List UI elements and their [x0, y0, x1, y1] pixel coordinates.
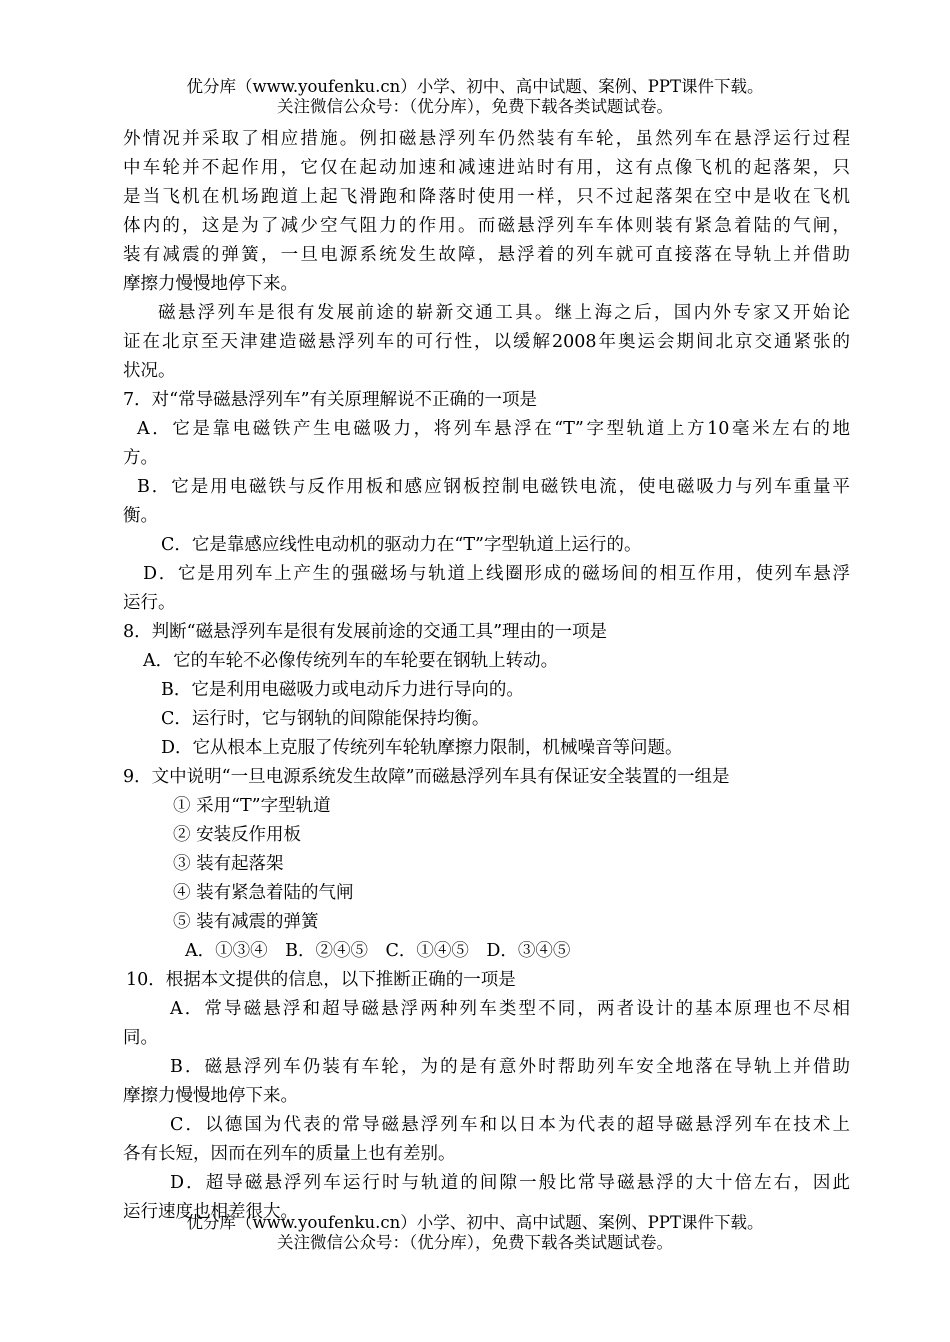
question-10-option-c: C．以德国为代表的常导磁悬浮列车和以日本为代表的超导磁悬浮列车在技术上	[170, 1115, 850, 1135]
question-7-option-d-cont: 运行。	[123, 593, 176, 613]
question-7-option-b: B．它是用电磁铁与反作用板和感应钢板控制电磁铁电流，使电磁吸力与列车重量平	[137, 477, 850, 497]
question-9-options: A．①③④ B．②④⑤ C．①④⑤ D．③④⑤	[185, 941, 571, 961]
passage-line: 摩擦力慢慢地停下来。	[123, 274, 298, 294]
header-line-2: 关注微信公众号：（优分库），免费下载各类试题试卷。	[277, 97, 673, 116]
question-10-option-b: B．磁悬浮列车仍装有车轮，为的是有意外时帮助列车安全地落在导轨上并借助	[170, 1057, 850, 1077]
question-10-option-a: A．常导磁悬浮和超导磁悬浮两种列车类型不同，两者设计的基本原理也不尽相	[170, 999, 850, 1019]
footer-line-1: 优分库（www.youfenku.cn）小学、初中、高中试题、案例、PPT课件下载。	[186, 1213, 764, 1232]
question-10-option-c-cont: 各有长短，因而在列车的质量上也有差别。	[123, 1144, 456, 1164]
passage-line: 装有减震的弹簧，一旦电源系统发生故障，悬浮着的列车就可直接落在导轨上并借助	[123, 245, 850, 265]
question-8-stem: 8．判断“磁悬浮列车是很有发展前途的交通工具”理由的一项是	[123, 622, 608, 642]
passage-line: 磁悬浮列车是很有发展前途的崭新交通工具。继上海之后，国内外专家又开始论	[158, 303, 850, 323]
question-8-option-c: C．运行时，它与钢轨的间隙能保持均衡。	[161, 709, 490, 729]
question-8-option-d: D．它从根本上克服了传统列车轮轨摩擦力限制，机械噪音等问题。	[161, 738, 683, 758]
question-10-option-d: D．超导磁悬浮列车运行时与轨道的间隙一般比常导磁悬浮的大十倍左右，因此	[170, 1173, 850, 1193]
question-9-item: ⑤ 装有减震的弹簧	[173, 912, 319, 932]
question-7-option-a-cont: 方。	[123, 448, 158, 468]
question-10-option-d-cont: 运行速度也相差很大。	[123, 1202, 298, 1222]
question-9-item: ① 采用“T”字型轨道	[173, 796, 331, 816]
passage-line: 证在北京至天津建造磁悬浮列车的可行性，以缓解2008年奥运会期间北京交通紧张的	[123, 332, 850, 352]
question-10-option-b-cont: 摩擦力慢慢地停下来。	[123, 1086, 298, 1106]
question-10-option-a-cont: 同。	[123, 1028, 158, 1048]
passage-line: 中车轮并不起作用，它仅在起动加速和减速进站时有用，这有点像飞机的起落架，只	[123, 158, 850, 178]
question-9-item: ② 安装反作用板	[173, 825, 302, 845]
question-8-option-a: A．它的车轮不必像传统列车的车轮要在钢轨上转动。	[143, 651, 559, 671]
question-7-option-d: D．它是用列车上产生的强磁场与轨道上线圈形成的磁场间的相互作用，使列车悬浮	[143, 564, 850, 584]
question-9-item: ④ 装有紧急着陆的气闸	[173, 883, 354, 903]
passage-line: 是当飞机在机场跑道上起飞滑跑和降落时使用一样，只不过起落架在空中是收在飞机	[123, 187, 850, 207]
question-9-stem: 9．文中说明“一旦电源系统发生故障”而磁悬浮列车具有保证安全装置的一组是	[123, 767, 730, 787]
question-7-option-a: A．它是靠电磁铁产生电磁吸力，将列车悬浮在“T”字型轨道上方10毫米左右的地	[137, 419, 850, 439]
question-10-stem: 10．根据本文提供的信息，以下推断正确的一项是	[126, 970, 516, 990]
question-7-option-c: C．它是靠感应线性电动机的驱动力在“T”字型轨道上运行的。	[161, 535, 642, 555]
passage-line: 状况。	[123, 361, 176, 381]
header-line-1: 优分库（www.youfenku.cn）小学、初中、高中试题、案例、PPT课件下载。	[186, 77, 764, 96]
passage-line: 体内的，这是为了减少空气阻力的作用。而磁悬浮列车车体则装有紧急着陆的气闸，	[123, 216, 850, 236]
question-7-stem: 7．对“常导磁悬浮列车”有关原理解说不正确的一项是	[123, 390, 538, 410]
question-7-option-b-cont: 衡。	[123, 506, 158, 526]
question-9-item: ③ 装有起落架	[173, 854, 284, 874]
question-8-option-b: B．它是利用电磁吸力或电动斥力进行导向的。	[161, 680, 524, 700]
passage-line: 外情况并采取了相应措施。例扣磁悬浮列车仍然装有车轮，虽然列车在悬浮运行过程	[123, 129, 850, 149]
footer-line-2: 关注微信公众号：（优分库），免费下载各类试题试卷。	[277, 1233, 673, 1252]
